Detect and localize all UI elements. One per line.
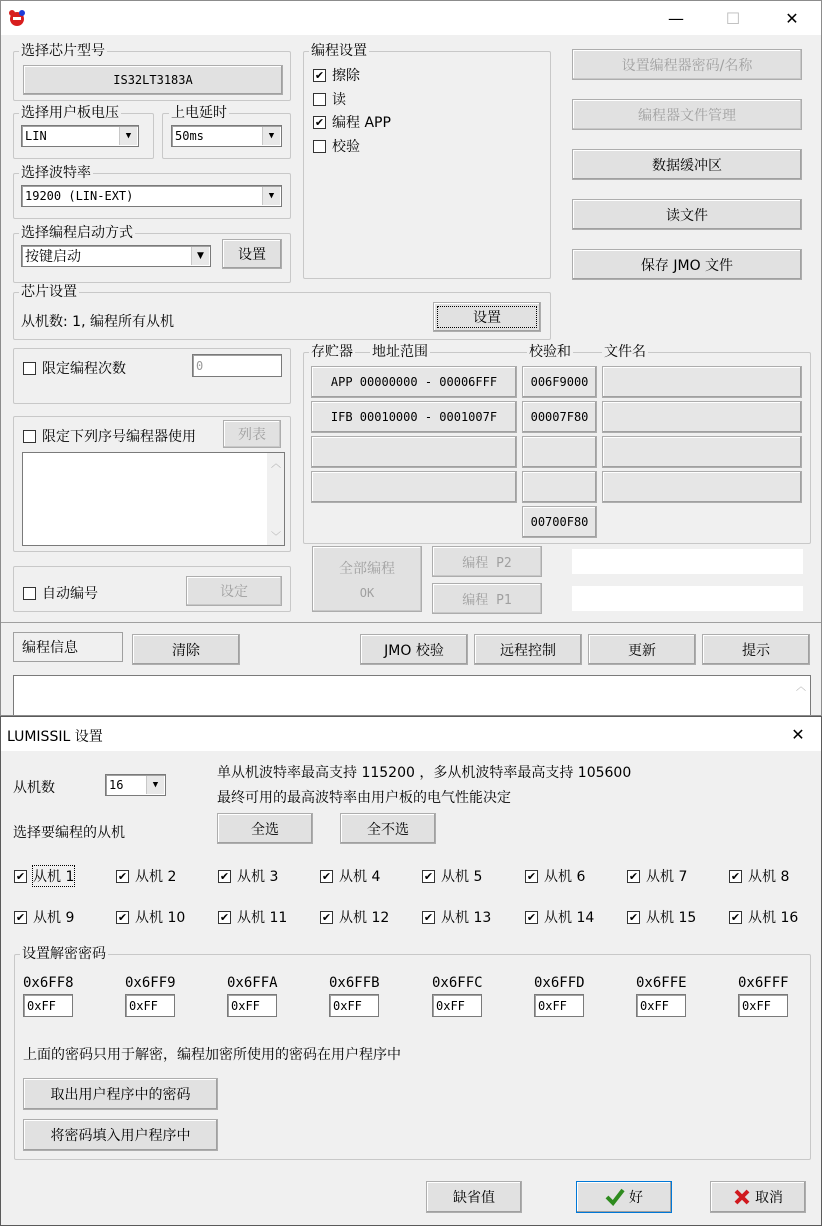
slave-count-value: 16 [109,778,124,792]
voltage-select[interactable] [21,125,139,147]
checkbox-box[interactable] [23,587,36,600]
password-address: 0x6FFE [636,975,687,991]
verify-checkbox[interactable] [313,136,360,156]
slave-label: 从机 2 [135,869,177,885]
start-method-value: 按键启动 [25,249,81,265]
slave-13-checkbox[interactable] [422,907,491,927]
slave-label: 从机 1 [33,866,74,886]
erase-label: 擦除 [332,68,360,84]
select-all-button[interactable]: 全选 [217,813,313,844]
scrollbar[interactable] [267,453,284,545]
memory-file-cell[interactable] [602,401,802,433]
checkbox-box[interactable] [313,140,326,153]
password-byte-input[interactable]: 0xFF [738,994,788,1017]
voltage-value: LIN [25,129,47,143]
read-file-button[interactable]: 读文件 [572,199,802,230]
chip-group-label: 选择芯片型号 [21,43,105,59]
chevron-down-icon[interactable]: ▼ [146,776,164,794]
checkbox-box[interactable] [313,93,326,106]
scroll-up-icon[interactable]: ︿ [796,682,806,693]
scroll-up-icon[interactable]: ︿ [271,459,281,470]
dialog-title-bar [1,717,821,751]
slave-16-checkbox[interactable] [729,907,798,927]
baud-note-line2: 最终可用的最高波特率由用户板的电气性能决定 [217,790,511,806]
slave-label: 从机 11 [237,910,288,926]
maximize-button[interactable]: ☐ [725,8,741,28]
save-jmo-button[interactable]: 保存 JMO 文件 [572,249,802,280]
slave-5-checkbox[interactable] [422,866,482,886]
close-button[interactable]: ✕ [785,8,799,28]
chevron-down-icon[interactable]: ▼ [262,127,280,145]
checkbox-box[interactable]: ✔ [219,910,230,924]
checkbox-box[interactable]: ✔ [628,869,639,883]
scroll-down-icon[interactable]: ﹀ [271,532,281,543]
checkbox-box[interactable]: ✔ [117,910,128,924]
cancel-path [736,1191,748,1203]
slave-label: 从机 8 [748,869,790,885]
read-label: 读 [332,92,346,108]
remote-control-button[interactable]: 远程控制 [474,634,582,665]
prog-settings-group [303,51,551,279]
chip-model-button[interactable]: IS32LT3183A [23,65,283,95]
slave-count-label: 从机数 [13,780,55,796]
checkbox-box[interactable]: ✔ [730,910,741,924]
slave-1-checkbox[interactable] [14,866,74,886]
checkbox-box[interactable]: ✔ [117,869,128,883]
slave-label: 从机 5 [441,869,483,885]
memory-header-checksum: 校验和 [529,344,571,360]
delay-group-label: 上电延时 [171,105,227,121]
cancel-button[interactable] [710,1181,806,1213]
memory-file-cell[interactable] [602,366,802,398]
slave-8-checkbox[interactable] [729,866,789,886]
slave-label: 从机 14 [544,910,595,926]
password-byte-input[interactable]: 0xFF [227,994,277,1017]
clear-button[interactable]: 清除 [132,634,240,665]
memory-header-file: 文件名 [604,344,646,360]
file-manage-button[interactable]: 编程器文件管理 [572,99,802,130]
password-note: 上面的密码只用于解密，编程加密所使用的密码在用户程序中 [23,1047,401,1063]
start-group-label: 选择编程启动方式 [21,225,133,241]
prog-settings-label: 编程设置 [311,43,367,59]
password-address: 0x6FFB [329,975,380,991]
checkbox-box[interactable]: ✔ [321,910,332,924]
baud-select[interactable] [21,185,282,207]
checkbox-box[interactable]: ✔ [730,869,741,883]
slave-label: 从机 3 [237,869,279,885]
jmo-verify-button[interactable]: JMO 校验 [360,634,468,665]
password-address: 0x6FF9 [125,975,176,991]
minimize-button[interactable]: — [668,8,684,28]
password-byte-input[interactable]: 0xFF [329,994,379,1017]
program-app-label: 编程 APP [332,115,391,131]
slave-label: 从机 7 [646,869,688,885]
checkbox-box[interactable]: ✔ [15,869,26,883]
password-address: 0x6FFA [227,975,278,991]
password-byte-input[interactable]: 0xFF [125,994,175,1017]
start-method-select[interactable] [21,245,211,267]
slave-7-checkbox[interactable] [627,866,687,886]
slave-4-checkbox[interactable] [320,866,380,886]
checkbox-box[interactable]: ✔ [423,910,434,924]
chip-settings-info: 从机数: 1, 编程所有从机 [21,314,174,330]
slave-label: 从机 13 [441,910,492,926]
memory-range-cell[interactable] [311,471,517,503]
program-all-button[interactable] [312,546,422,612]
auto-number-set-button[interactable]: 设定 [186,576,282,606]
memory-header-range: 地址范围 [372,344,428,360]
title-bar [1,1,822,35]
chevron-down-icon[interactable]: ▼ [262,187,280,205]
slave-label: 从机 6 [544,869,586,885]
slave-14-checkbox[interactable] [525,907,594,927]
program-all-label: 全部编程 [339,561,395,577]
slave-9-checkbox[interactable] [14,907,74,927]
lumissil-dialog [0,716,822,1226]
memory-file-cell[interactable] [602,471,802,503]
memory-range-cell[interactable]: APP 00000000 - 00006FFF [311,366,517,398]
hint-button[interactable]: 提示 [702,634,810,665]
memory-header-mem: 存贮器 [311,344,353,360]
slave-12-checkbox[interactable] [320,907,389,927]
memory-checksum-cell[interactable] [522,471,597,503]
slave-label: 从机 10 [135,910,186,926]
password-byte-input[interactable]: 0xFF [432,994,482,1017]
password-byte-input[interactable]: 0xFF [636,994,686,1017]
auto-number-checkbox[interactable] [23,583,98,603]
select-none-button[interactable]: 全不选 [340,813,436,844]
limit-serial-checkbox[interactable] [23,426,196,446]
memory-total-checksum: 00700F80 [522,506,597,538]
slave-10-checkbox[interactable] [116,907,185,927]
delay-select[interactable] [171,125,282,147]
select-slaves-label: 选择要编程的从机 [13,825,125,841]
slave-15-checkbox[interactable] [627,907,696,927]
memory-checksum-cell[interactable]: 006F9000 [522,366,597,398]
checkbox-box[interactable]: ✔ [314,68,325,82]
slave-label: 从机 9 [33,910,75,926]
program-all-status: OK [359,586,375,600]
password-byte-input[interactable]: 0xFF [23,994,73,1017]
cancel-label: 取消 [755,1190,783,1206]
password-address: 0x6FFC [432,975,483,991]
app-logo-icon [7,8,27,28]
memory-range-cell[interactable]: IFB 00010000 - 0001007F [311,401,517,433]
erase-checkbox[interactable] [313,65,360,85]
slave-label: 从机 15 [646,910,697,926]
serial-list-button[interactable]: 列表 [223,420,281,448]
dialog-title: LUMISSIL 设置 [7,729,103,745]
delay-value: 50ms [175,129,204,143]
memory-checksum-cell[interactable] [522,436,597,468]
baud-group-label: 选择波特率 [21,165,91,181]
slave-6-checkbox[interactable] [525,866,585,886]
chip-setup-button[interactable]: 设置 [433,302,541,332]
password-address: 0x6FFD [534,975,585,991]
serial-listbox[interactable] [22,452,285,546]
set-password-button[interactable]: 设置编程器密码/名称 [572,49,802,80]
voltage-group-label: 选择用户板电压 [21,105,119,121]
checkbox-box[interactable] [23,362,36,375]
fill-password-button[interactable]: 将密码填入用户程序中 [23,1119,218,1151]
password-group-label: 设置解密密码 [22,946,106,962]
slave-3-checkbox[interactable] [218,866,278,886]
check-path [607,1190,623,1203]
memory-checksum-cell[interactable]: 00007F80 [522,401,597,433]
slave-count-select[interactable] [105,774,166,796]
checkbox-box[interactable]: ✔ [526,910,537,924]
start-setup-button[interactable]: 设置 [222,239,282,269]
cancel-icon [733,1188,751,1206]
checkbox-box[interactable]: ✔ [15,910,26,924]
data-buffer-button[interactable]: 数据缓冲区 [572,149,802,180]
slave-label: 从机 4 [339,869,381,885]
chip-settings-label: 芯片设置 [21,284,77,300]
program-p1-button[interactable]: 编程 P1 [432,583,542,614]
limit-count-label: 限定编程次数 [42,361,126,377]
p1-status-field [572,586,803,611]
slave-2-checkbox[interactable] [116,866,176,886]
limit-count-input[interactable]: 0 [192,354,282,377]
slave-label: 从机 16 [748,910,799,926]
program-info-label: 编程信息 [13,632,123,662]
limit-count-checkbox[interactable] [23,358,126,378]
slave-11-checkbox[interactable] [218,907,287,927]
program-info-log[interactable] [13,675,811,716]
ok-button[interactable] [576,1181,672,1213]
program-app-checkbox[interactable] [313,112,391,132]
checkbox-box[interactable] [23,430,36,443]
limit-serial-label: 限定下列序号编程器使用 [42,429,196,445]
baud-note-line1: 单从机波特率最高支持 115200 ，多从机波特率最高支持 105600 [217,765,632,781]
password-byte-input[interactable]: 0xFF [534,994,584,1017]
memory-range-cell[interactable] [311,436,517,468]
get-password-button[interactable]: 取出用户程序中的密码 [23,1078,218,1110]
chevron-down-icon[interactable]: ▼ [119,127,137,145]
program-p2-button[interactable]: 编程 P2 [432,546,542,577]
dialog-close-button[interactable]: ✕ [791,724,805,744]
check-icon [605,1188,625,1206]
default-button[interactable]: 缺省值 [426,1181,522,1213]
memory-file-cell[interactable] [602,436,802,468]
ok-label: 好 [629,1190,643,1206]
divider [1,622,822,623]
checkbox-box[interactable]: ✔ [423,869,434,883]
checkbox-box[interactable]: ✔ [219,869,230,883]
password-address: 0x6FFF [738,975,789,991]
slave-label: 从机 12 [339,910,390,926]
chevron-down-icon[interactable]: ▼ [191,247,209,265]
baud-value: 19200 (LIN-EXT) [25,189,134,203]
read-checkbox[interactable] [313,89,346,109]
password-address: 0x6FF8 [23,975,74,991]
auto-number-label: 自动编号 [42,586,98,602]
checkbox-box[interactable]: ✔ [628,910,639,924]
p2-status-field [572,549,803,574]
checkbox-box[interactable]: ✔ [321,869,332,883]
checkbox-box[interactable]: ✔ [314,115,325,129]
verify-label: 校验 [332,139,360,155]
checkbox-box[interactable]: ✔ [526,869,537,883]
update-button[interactable]: 更新 [588,634,696,665]
